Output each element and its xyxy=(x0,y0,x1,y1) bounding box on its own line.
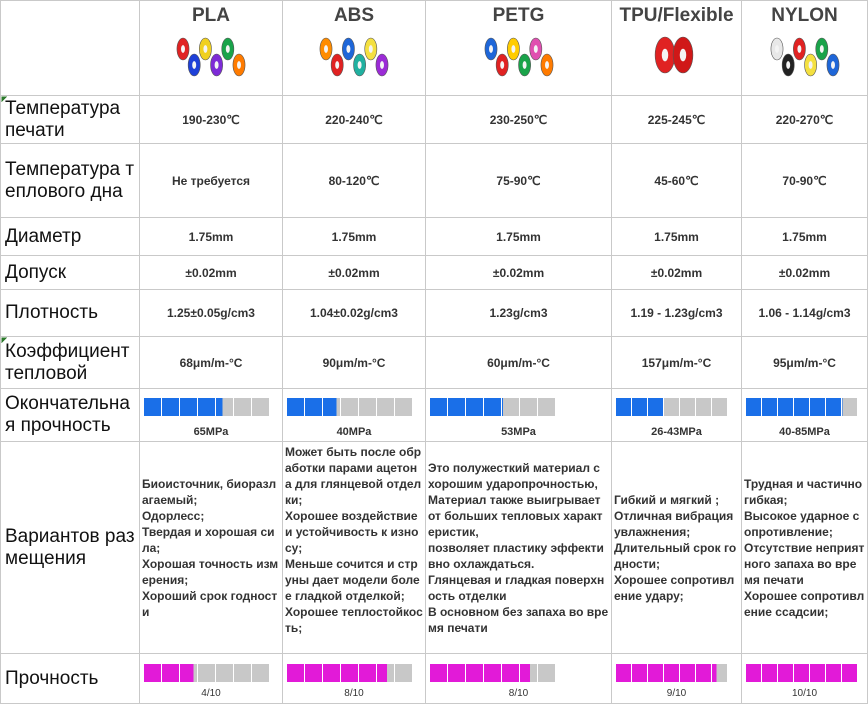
hardness-bar-segment xyxy=(216,664,233,682)
spool-roll xyxy=(529,38,541,60)
strength-bar-segment xyxy=(287,398,304,416)
desc-line: Хорошее теплостойкость; xyxy=(285,605,423,635)
strength-bar-segment xyxy=(680,398,695,416)
hardness-bar-segment xyxy=(323,664,340,682)
hardness-bar-segment xyxy=(538,664,555,682)
strength-bar-segment xyxy=(448,398,465,416)
spool-roll xyxy=(826,54,838,76)
spool-roll xyxy=(211,54,223,76)
row-label-strength: Окончательная прочность xyxy=(1,389,140,442)
row-strength xyxy=(1,389,868,442)
hardness-label: 8/10 xyxy=(508,688,529,699)
strength-bar-segment xyxy=(778,398,793,416)
spool-roll xyxy=(233,54,245,76)
strength-bar-segment xyxy=(826,398,841,416)
row-desc xyxy=(1,442,868,654)
density-tpu: 1.19 - 1.23g/cm3 xyxy=(612,290,742,337)
spool-roll xyxy=(342,38,354,60)
hardness-label: 8/10 xyxy=(344,688,364,699)
hardness-bar-segment xyxy=(616,664,631,682)
desc-line: Отсутствие неприятного запаха во время печати xyxy=(744,540,865,587)
spool-roll xyxy=(331,54,343,76)
desc-nylon xyxy=(742,442,868,654)
row-density xyxy=(1,290,868,337)
strength-pla xyxy=(140,389,283,442)
bed-pla: Не требуется xyxy=(140,144,283,218)
strength-label: 53MPa xyxy=(501,426,536,438)
strength-label: 26-43MPa xyxy=(651,426,702,438)
hardness-bar-segment xyxy=(712,664,727,682)
row-label-desc: Вариантов размещения xyxy=(1,442,140,654)
row-tolerance xyxy=(1,256,868,290)
strength-bar-segment xyxy=(746,398,761,416)
desc-line: Хороший срок годности xyxy=(142,588,278,619)
spool-roll xyxy=(793,38,805,60)
header-tpu xyxy=(612,1,742,96)
hardness-bar-segment xyxy=(162,664,179,682)
diameter-tpu: 1.75mm xyxy=(612,218,742,256)
spool-roll xyxy=(815,38,827,60)
bed-tpu: 45-60℃ xyxy=(612,144,742,218)
hardness-bar-segment xyxy=(144,664,161,682)
tolerance-nylon: ±0.02mm xyxy=(742,256,868,290)
desc-line: Глянцевая и гладкая поверхность отделки xyxy=(428,572,605,603)
desc-line: Материал также выигрывает от больших тепловых характеристик, xyxy=(428,492,603,539)
desc-line: позволяет пластику эффективно охлаждаться. xyxy=(428,540,604,571)
strength-bar-segment xyxy=(252,398,269,416)
tolerance-abs: ±0.02mm xyxy=(283,256,426,290)
hardness-bar-segment xyxy=(794,664,809,682)
spool-roll xyxy=(770,38,782,60)
strength-bar-segment xyxy=(794,398,809,416)
hardness-bar-segment xyxy=(395,664,412,682)
material-name: PLA xyxy=(192,5,230,26)
header-petg xyxy=(426,1,612,96)
spool-roll xyxy=(655,37,675,73)
filament-spool-graphic xyxy=(318,31,390,83)
corner-cell xyxy=(1,1,140,96)
row-label-cte: Коэффициент тепловой xyxy=(1,337,140,389)
spool-roll xyxy=(199,38,211,60)
strength-petg xyxy=(426,389,612,442)
desc-tpu xyxy=(612,442,742,654)
diameter-nylon: 1.75mm xyxy=(742,218,868,256)
spool-roll xyxy=(320,38,332,60)
strength-bar xyxy=(430,398,611,416)
hardness-tpu xyxy=(612,654,742,704)
desc-line: Длительный срок годности; xyxy=(614,540,737,571)
spool-roll xyxy=(188,54,200,76)
tolerance-petg: ±0.02mm xyxy=(426,256,612,290)
desc-line: Хорошее сопротивление удару; xyxy=(614,572,735,603)
hardness-petg xyxy=(426,654,612,704)
strength-bar-segment xyxy=(395,398,412,416)
hardness-bar-segment xyxy=(466,664,483,682)
strength-bar-segment xyxy=(466,398,483,416)
cte-abs: 90μm/m-°C xyxy=(283,337,426,389)
hardness-bar-segment xyxy=(377,664,394,682)
header-nylon xyxy=(742,1,868,96)
cte-nylon: 95μm/m-°C xyxy=(742,337,868,389)
strength-bar-segment xyxy=(234,398,251,416)
spool-roll xyxy=(540,54,552,76)
bed-abs: 80-120℃ xyxy=(283,144,426,218)
strength-bar-segment xyxy=(180,398,197,416)
hardness-bar-segment xyxy=(520,664,537,682)
filament-spool-icon xyxy=(175,31,247,83)
hardness-bar-segment xyxy=(746,664,761,682)
hardness-label: 10/10 xyxy=(791,688,818,699)
hardness-bar-segment xyxy=(341,664,358,682)
hardness-bar-segment xyxy=(198,664,215,682)
strength-label: 65MPa xyxy=(193,426,229,438)
hardness-bar-segment xyxy=(842,664,857,682)
desc-line: Хорошая точность измерения; xyxy=(142,556,279,587)
filament-spool-icon xyxy=(769,31,841,83)
strength-bar xyxy=(616,398,741,416)
strength-bar-segment xyxy=(341,398,358,416)
filament-spool-graphic xyxy=(769,31,841,83)
strength-bar-segment xyxy=(664,398,679,416)
hardness-abs xyxy=(283,654,426,704)
spool-roll xyxy=(484,38,496,60)
desc-line: Хорошее сопротивление ссадсии; xyxy=(744,588,865,619)
row-cte xyxy=(1,337,868,389)
desc-petg xyxy=(426,442,612,654)
material-name: ABS xyxy=(333,5,375,26)
header-abs xyxy=(283,1,426,96)
hardness-bar-segment xyxy=(664,664,679,682)
diameter-petg: 1.75mm xyxy=(426,218,612,256)
strength-bar xyxy=(287,398,425,416)
hardness-bar-segment xyxy=(234,664,251,682)
header-pla xyxy=(140,1,283,96)
spool-roll xyxy=(376,54,388,76)
strength-bar-segment xyxy=(842,398,857,416)
hardness-label: 9/10 xyxy=(666,688,687,699)
spool-roll xyxy=(354,54,366,76)
strength-bar-segment xyxy=(323,398,340,416)
spool-roll xyxy=(782,54,794,76)
desc-line: Хорошее воздействие и устойчивость к износу; xyxy=(285,509,419,555)
tolerance-tpu: ±0.02mm xyxy=(612,256,742,290)
hardness-bar xyxy=(746,664,867,682)
hardness-bar xyxy=(287,664,425,682)
hardness-bar-segment xyxy=(778,664,793,682)
desc-line: Отличная вибрация увлажнения; xyxy=(614,508,734,539)
strength-bar-segment xyxy=(696,398,711,416)
spool-roll xyxy=(518,54,530,76)
desc-line: Трудная и частично гибкая; xyxy=(744,476,863,507)
desc-line: Высокое ударное сопротивление; xyxy=(744,508,860,539)
row-bed xyxy=(1,144,868,218)
spool-roll xyxy=(804,54,816,76)
temp-abs: 220-240℃ xyxy=(283,96,426,144)
cte-pla: 68μm/m-°C xyxy=(140,337,283,389)
tolerance-pla: ±0.02mm xyxy=(140,256,283,290)
desc-line: Это полужесткий материал с хорошим ударопрочностью, xyxy=(428,460,600,491)
hardness-bar-segment xyxy=(180,664,197,682)
desc-line: Меньше сочится и струны дает модели более гладкой отделкой; xyxy=(285,557,420,603)
hardness-bar-segment xyxy=(810,664,825,682)
hardness-bar-segment xyxy=(252,664,269,682)
material-name: PETG xyxy=(492,5,545,26)
strength-bar-segment xyxy=(198,398,215,416)
row-label-temp: Температура печати xyxy=(1,96,140,144)
strength-bar-segment xyxy=(216,398,233,416)
row-label-diameter: Диаметр xyxy=(1,218,140,256)
strength-label: 40MPa xyxy=(336,426,372,438)
desc-line: Может быть после обработки парами ацетона для глянцевой отделки; xyxy=(285,445,422,507)
strength-bar-segment xyxy=(538,398,555,416)
strength-bar-segment xyxy=(484,398,501,416)
hardness-label: 4/10 xyxy=(201,688,221,699)
diameter-pla: 1.75mm xyxy=(140,218,283,256)
bed-petg: 75-90℃ xyxy=(426,144,612,218)
hardness-nylon xyxy=(742,654,868,704)
spool-roll xyxy=(673,37,693,73)
hardness-bar-segment xyxy=(287,664,304,682)
strength-tpu xyxy=(612,389,742,442)
temp-nylon: 220-270℃ xyxy=(742,96,868,144)
density-pla: 1.25±0.05g/cm3 xyxy=(140,290,283,337)
desc-line: Биоисточник, биоразлагаемый; xyxy=(142,476,277,507)
temp-tpu: 225-245℃ xyxy=(612,96,742,144)
temp-pla: 190-230℃ xyxy=(140,96,283,144)
hardness-bar xyxy=(430,664,611,682)
hardness-bar-segment xyxy=(696,664,711,682)
row-hardness xyxy=(1,654,868,704)
strength-bar-segment xyxy=(520,398,537,416)
cte-tpu: 157μm/m-°C xyxy=(612,337,742,389)
desc-line: Одорлесс; xyxy=(142,508,205,523)
hardness-bar-segment xyxy=(648,664,663,682)
strength-bar-segment xyxy=(632,398,647,416)
spool-roll xyxy=(496,54,508,76)
header-row xyxy=(1,1,868,96)
row-temp xyxy=(1,96,868,144)
hardness-bar-segment xyxy=(632,664,647,682)
strength-label: 40-85MPa xyxy=(779,426,830,438)
strength-bar-segment xyxy=(144,398,161,416)
row-label-density: Плотность xyxy=(1,290,140,337)
strength-bar xyxy=(144,398,282,416)
material-name: NYLON xyxy=(771,5,838,26)
strength-bar-segment xyxy=(359,398,376,416)
spool-roll xyxy=(222,38,234,60)
hardness-bar xyxy=(616,664,741,682)
strength-nylon xyxy=(742,389,868,442)
desc-abs xyxy=(283,442,426,654)
spool-roll xyxy=(177,38,189,60)
strength-abs xyxy=(283,389,426,442)
strength-bar-segment xyxy=(430,398,447,416)
diameter-abs: 1.75mm xyxy=(283,218,426,256)
hardness-bar-segment xyxy=(305,664,322,682)
row-label-hardness: Прочность xyxy=(1,654,140,704)
filament-spool-graphic xyxy=(641,31,713,83)
hardness-bar-segment xyxy=(826,664,841,682)
strength-bar-segment xyxy=(810,398,825,416)
spool-roll xyxy=(365,38,377,60)
strength-bar-segment xyxy=(162,398,179,416)
hardness-bar-segment xyxy=(359,664,376,682)
filament-spool-icon xyxy=(318,31,390,83)
hardness-bar-segment xyxy=(448,664,465,682)
hardness-bar xyxy=(144,664,282,682)
temp-petg: 230-250℃ xyxy=(426,96,612,144)
hardness-bar-segment xyxy=(484,664,501,682)
row-label-bed: Температура теплового дна xyxy=(1,144,140,218)
row-diameter xyxy=(1,218,868,256)
density-nylon: 1.06 - 1.14g/cm3 xyxy=(742,290,868,337)
row-label-tolerance: Допуск xyxy=(1,256,140,290)
hardness-bar-segment xyxy=(502,664,519,682)
desc-pla xyxy=(140,442,283,654)
density-petg: 1.23g/cm3 xyxy=(426,290,612,337)
strength-bar-segment xyxy=(305,398,322,416)
strength-bar-segment xyxy=(762,398,777,416)
strength-bar-segment xyxy=(616,398,631,416)
desc-line: Твердая и хорошая сила; xyxy=(142,524,275,555)
hardness-pla xyxy=(140,654,283,704)
hardness-bar-segment xyxy=(680,664,695,682)
bed-nylon: 70-90℃ xyxy=(742,144,868,218)
filament-spool-graphic xyxy=(483,31,555,83)
cte-petg: 60μm/m-°C xyxy=(426,337,612,389)
filament-spool-icon xyxy=(641,31,713,83)
density-abs: 1.04±0.02g/cm3 xyxy=(283,290,426,337)
strength-bar xyxy=(746,398,867,416)
material-name: TPU/Flexible xyxy=(619,5,734,26)
filament-spool-icon xyxy=(483,31,555,83)
filament-spool-graphic xyxy=(175,31,247,83)
desc-line: Гибкий и мягкий ; xyxy=(614,492,720,507)
strength-bar-segment xyxy=(712,398,727,416)
strength-bar-segment xyxy=(377,398,394,416)
strength-bar-segment xyxy=(648,398,663,416)
hardness-bar-segment xyxy=(430,664,447,682)
spool-roll xyxy=(507,38,519,60)
desc-line: В основном без запаха во время печати xyxy=(428,604,609,635)
hardness-bar-segment xyxy=(762,664,777,682)
strength-bar-segment xyxy=(502,398,519,416)
